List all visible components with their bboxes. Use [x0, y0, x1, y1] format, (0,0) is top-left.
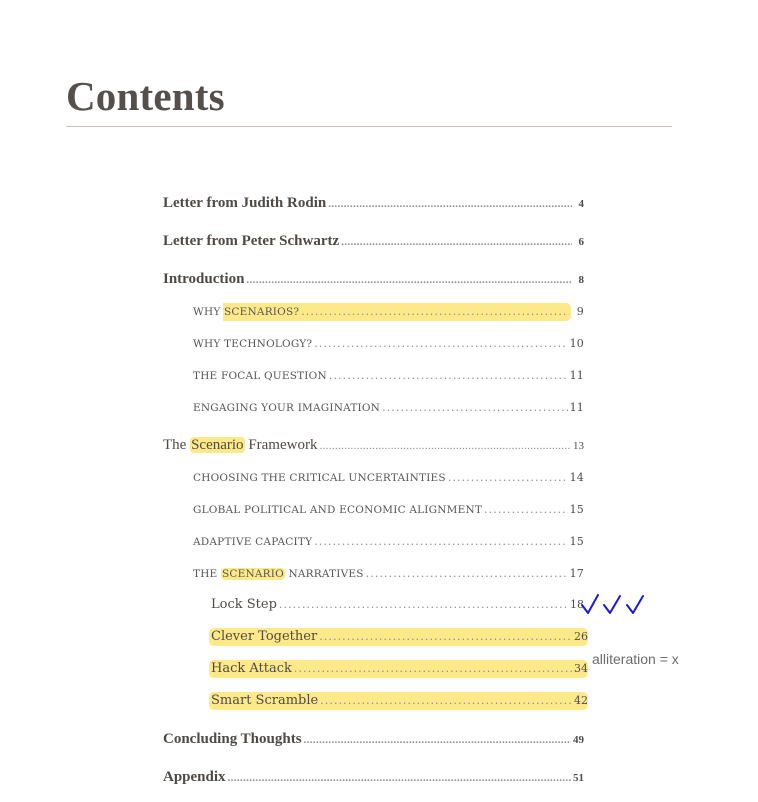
dot-leader	[294, 660, 572, 678]
toc-entry-why-technology[interactable]	[193, 335, 584, 353]
dot-leader	[246, 271, 572, 289]
dot-leader	[319, 628, 572, 646]
toc-entry-label: Concluding Thoughts	[163, 731, 302, 747]
toc-page-number: 4	[578, 198, 584, 210]
dot-leader	[301, 303, 569, 321]
toc-entry-label: ADAPTIVE CAPACITY	[193, 536, 313, 548]
toc-entry-label: Lock Step	[211, 597, 277, 612]
highlighted-word: SCENARIOS?	[224, 306, 300, 318]
toc-entry-appendix[interactable]	[163, 768, 584, 787]
toc-page-number: 10	[569, 337, 584, 350]
dot-leader	[366, 565, 568, 583]
toc-entry-engaging-imagination[interactable]	[193, 399, 584, 417]
toc-page-number: 11	[569, 401, 584, 414]
toc-page-number: 49	[573, 734, 584, 746]
toc-entry-lock-step[interactable]	[211, 596, 584, 614]
label-prefix: WHY	[193, 306, 225, 318]
handwritten-checkmarks-icon	[578, 592, 648, 618]
highlighted-word: Scenario	[191, 437, 244, 453]
dot-leader	[448, 469, 568, 487]
toc-entry-focal-question[interactable]	[193, 367, 584, 385]
toc-entry-hack-attack[interactable]	[209, 660, 588, 678]
dot-leader	[329, 367, 568, 385]
toc-entry-introduction[interactable]	[163, 270, 584, 289]
toc-entry-critical-uncertainties[interactable]	[193, 469, 584, 487]
toc-page-number: 17	[569, 567, 584, 580]
dot-leader	[484, 501, 568, 519]
label-suffix: NARRATIVES	[284, 568, 364, 580]
dot-leader	[279, 596, 568, 614]
dot-leader	[304, 731, 571, 749]
toc-page-number: 51	[573, 772, 584, 784]
toc-page-number: 15	[569, 535, 584, 548]
toc-entry-label: THE FOCAL QUESTION	[193, 370, 327, 382]
label-suffix: Framework	[244, 437, 318, 453]
toc-entry-label: WHY TECHNOLOGY?	[193, 338, 313, 350]
toc-entry-label	[193, 303, 299, 321]
toc-entry-smart-scramble[interactable]	[209, 692, 588, 710]
toc-entry-label: Introduction	[163, 271, 245, 287]
toc-page-why-scenarios	[574, 303, 586, 321]
dot-leader	[319, 437, 571, 455]
toc-entry-label: Hack Attack	[211, 661, 292, 676]
toc-entry-adaptive-capacity[interactable]	[193, 533, 584, 551]
toc-page-number: 6	[578, 236, 584, 248]
toc-page-number: 34	[574, 662, 588, 675]
dot-leader	[314, 335, 567, 353]
toc-entry-label: Letter from Peter Schwartz	[163, 233, 340, 249]
toc-entry-label: GLOBAL POLITICAL AND ECONOMIC ALIGNMENT	[193, 504, 483, 516]
toc-entry-label: Appendix	[163, 769, 226, 785]
toc-page-number: 11	[569, 369, 584, 382]
toc-entry-label: ENGAGING YOUR IMAGINATION	[193, 402, 381, 414]
toc-entry-why-scenarios[interactable]	[193, 303, 571, 321]
dot-leader	[320, 692, 572, 710]
toc-page-number: 13	[573, 440, 584, 452]
toc-entry-scenario-narratives[interactable]	[193, 565, 584, 583]
label-prefix: The	[163, 437, 191, 453]
toc-page-number: 8	[578, 274, 584, 286]
highlighted-word: SCENARIO	[221, 568, 284, 580]
page-title: Contents	[66, 73, 225, 119]
handwritten-note: alliteration = x	[592, 651, 679, 667]
toc-entry-label: CHOOSING THE CRITICAL UNCERTAINTIES	[193, 472, 446, 484]
toc-entry-clever-together[interactable]	[209, 628, 588, 646]
toc-page-number: 26	[574, 630, 588, 643]
toc-page-number: 42	[574, 694, 588, 707]
dot-leader	[228, 769, 571, 787]
toc-entry-global-alignment[interactable]	[193, 501, 584, 519]
toc-entry-scenario-framework[interactable]	[163, 436, 584, 455]
dot-leader	[382, 399, 568, 417]
toc-entry-letter-rodin[interactable]	[163, 194, 584, 213]
label-prefix: THE	[193, 568, 221, 580]
toc-entry-label: Letter from Judith Rodin	[163, 195, 327, 211]
toc-entry-concluding-thoughts[interactable]	[163, 730, 584, 749]
toc-entry-label: Clever Together	[211, 629, 318, 644]
toc-entry-letter-schwartz[interactable]	[163, 232, 584, 251]
toc-page-number: 14	[569, 471, 584, 484]
dot-leader	[314, 533, 567, 551]
toc-page-number: 18	[570, 598, 584, 611]
toc-page-number: 15	[569, 503, 584, 516]
toc-page-number: 9	[576, 305, 584, 318]
toc-entry-label: Smart Scramble	[211, 693, 319, 708]
toc-entry-label	[193, 565, 364, 583]
dot-leader	[341, 233, 572, 251]
dot-leader	[328, 195, 572, 213]
toc-entry-label	[163, 436, 317, 454]
